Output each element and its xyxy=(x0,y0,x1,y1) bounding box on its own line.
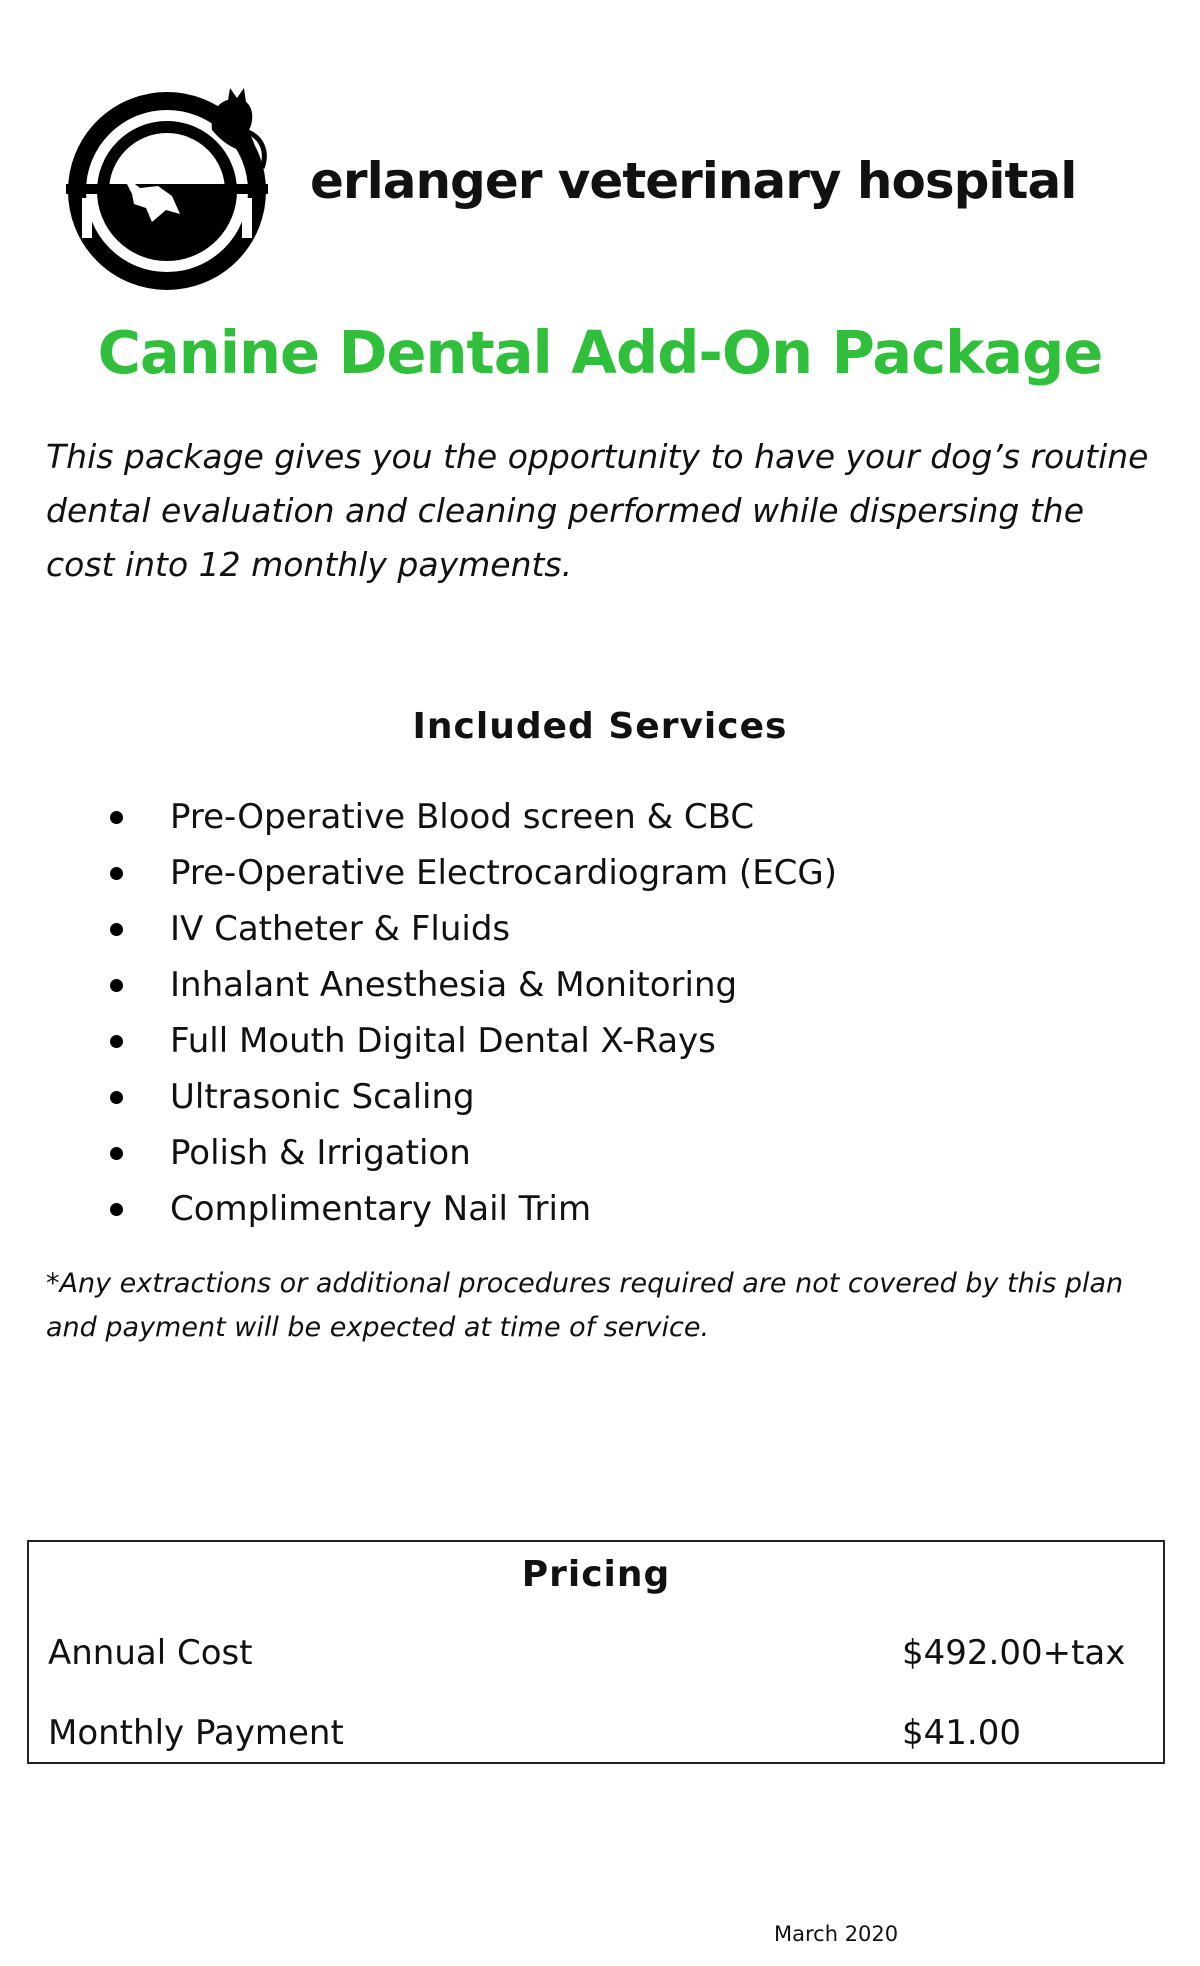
bullet-icon xyxy=(110,1203,123,1216)
annual-cost-label: Annual Cost xyxy=(48,1633,253,1673)
bullet-icon xyxy=(110,979,123,992)
pricing-table xyxy=(27,1540,1165,1764)
service-label: Pre-Operative Blood screen & CBC xyxy=(170,797,755,837)
service-label: Ultrasonic Scaling xyxy=(170,1077,475,1117)
monthly-payment-label: Monthly Payment xyxy=(48,1713,344,1753)
monthly-payment-value: $41.00 xyxy=(902,1713,1021,1753)
bullet-icon xyxy=(110,923,123,936)
bullet-icon xyxy=(110,867,123,880)
annual-cost-value: $492.00+tax xyxy=(902,1633,1126,1673)
service-label: Polish & Irrigation xyxy=(170,1133,471,1173)
service-label: Pre-Operative Electrocardiogram (ECG) xyxy=(170,853,838,893)
disclaimer-note: *Any extractions or additional procedures required are not covered by this plan and payment will be expected at time of service. xyxy=(46,1268,1124,1343)
service-label: Complimentary Nail Trim xyxy=(170,1189,592,1229)
hospital-name: erlanger veterinary hospital xyxy=(310,152,1077,210)
service-label: IV Catheter & Fluids xyxy=(170,909,511,949)
service-label: Inhalant Anesthesia & Monitoring xyxy=(170,965,738,1005)
services-heading: Included Services xyxy=(412,706,788,747)
service-label: Full Mouth Digital Dental X-Rays xyxy=(170,1021,716,1061)
footer-date: March 2020 xyxy=(774,1922,899,1946)
bullet-icon xyxy=(110,1035,123,1048)
page-title: Canine Dental Add-On Package xyxy=(97,318,1103,387)
bullet-icon xyxy=(110,1091,123,1104)
bullet-icon xyxy=(110,811,123,824)
bullet-icon xyxy=(110,1147,123,1160)
intro-paragraph: This package gives you the opportunity to have your dog’s routine dental evaluation and cleaning performed while dispersing the cost into 12 monthly payments. xyxy=(46,437,1149,584)
cat-on-circle-logo-icon xyxy=(62,86,272,296)
pricing-heading: Pricing xyxy=(521,1554,671,1595)
